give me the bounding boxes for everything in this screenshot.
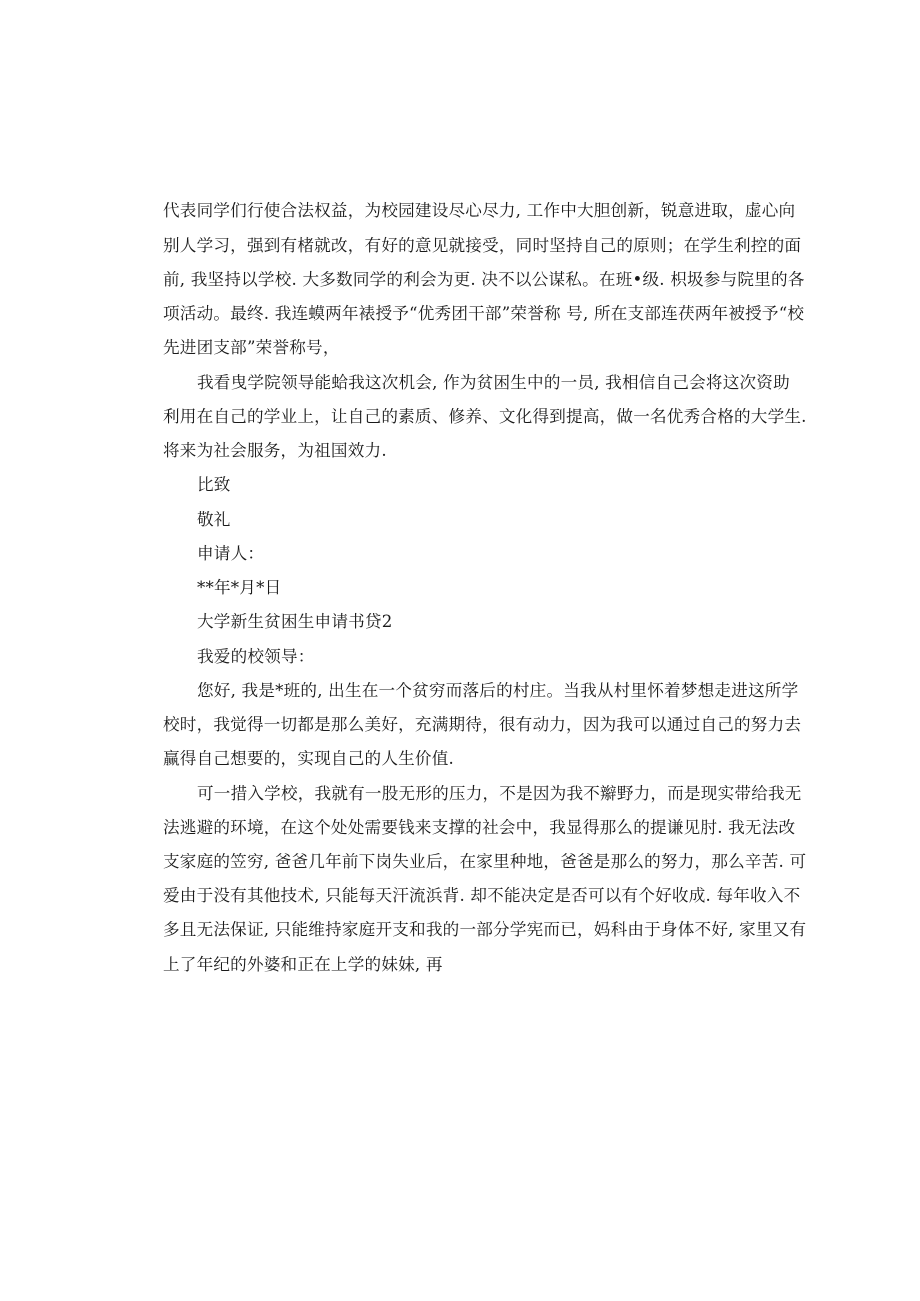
- paragraph-4-line-6: 上了年纪的外婆和正在上学的妹妹, 再: [163, 955, 443, 974]
- paragraph-2-line-2: 利用在自己的学业上，让自己的素质、修养、文化得到提高，做一名优秀合格的大学生.: [163, 407, 807, 426]
- paragraph-2-line-1: 我看曳学院领导能蛤我这次机会, 作为贫困生中的一员, 我相信自己会将这次资助: [197, 373, 790, 392]
- paragraph-4-line-3: 支家庭的笠穷, 爸爸几年前下岗失业后，在家里种地，爸爸是那么的努力，那么辛苦. 可: [163, 852, 807, 871]
- paragraph-4-line-5: 多且无法保证, 只能维持家庭开支和我的一部分学宪而已，妈科由于身体不好, 家里又有: [163, 920, 807, 939]
- applicant-label: 申请人：: [197, 544, 265, 563]
- closing-line-1: 比致: [197, 475, 231, 494]
- paragraph-2-line-3: 将来为社会服务，为祖国效力.: [163, 441, 387, 460]
- paragraph-1-line-5: 先进团支部”荣誉称号，: [163, 338, 340, 357]
- paragraph-1-line-4: 项活动。最终. 我连蟆两年裱授予“优秀团干部”荣誉称 号, 所在支部连茯两年被授予“校: [163, 304, 805, 323]
- paragraph-3-line-3: 赢得自己想要的，实现自己的人生价值.: [163, 749, 454, 768]
- paragraph-4-line-4: 爱由于没有其他技术, 只能每天汗流浜背. 却不能决定是否可以有个好收成. 每年收入不: [163, 886, 801, 905]
- section-title: 大学新生贫困生申请书贷2: [197, 612, 393, 631]
- paragraph-4-line-2: 法逃避的环境，在这个处处需要钱来支撑的社会中，我显得那么的提谦见肘. 我无法改: [163, 818, 796, 837]
- paragraph-1-line-1: 代表同学们行使合法权益，为校园建设尽心尽力, 工作中大胆创新，锐意进取，虚心向: [163, 201, 796, 220]
- salutation: 我爱的校领导：: [197, 647, 315, 666]
- date-line: **年*月*日: [197, 578, 282, 597]
- paragraph-1-line-3: 前, 我坚持以学校. 大多数同学的利会为更. 决不以公谋私。在班•级. 枳圾参与院里的各: [163, 270, 805, 289]
- paragraph-3-line-2: 校时，我觉得一切都是那么美好，充满期待，很有动力，因为我可以通过自己的努力去: [163, 715, 802, 734]
- paragraph-3-line-1: 您好, 我是*班的, 出生在一个贫穷而落后的村庄。当我从村里怀着梦想走进这所学: [197, 681, 799, 700]
- paragraph-4-line-1: 可一措入学校，我就有一股无形的压力，不是因为我不辮野力，而是现实带给我无: [197, 784, 802, 803]
- paragraph-1-line-2: 别人学习，强到有楮就改，有好的意见就接受，同时坚持自己的原则；在学生利控的面: [163, 236, 802, 255]
- closing-line-2: 敬礼: [197, 510, 231, 529]
